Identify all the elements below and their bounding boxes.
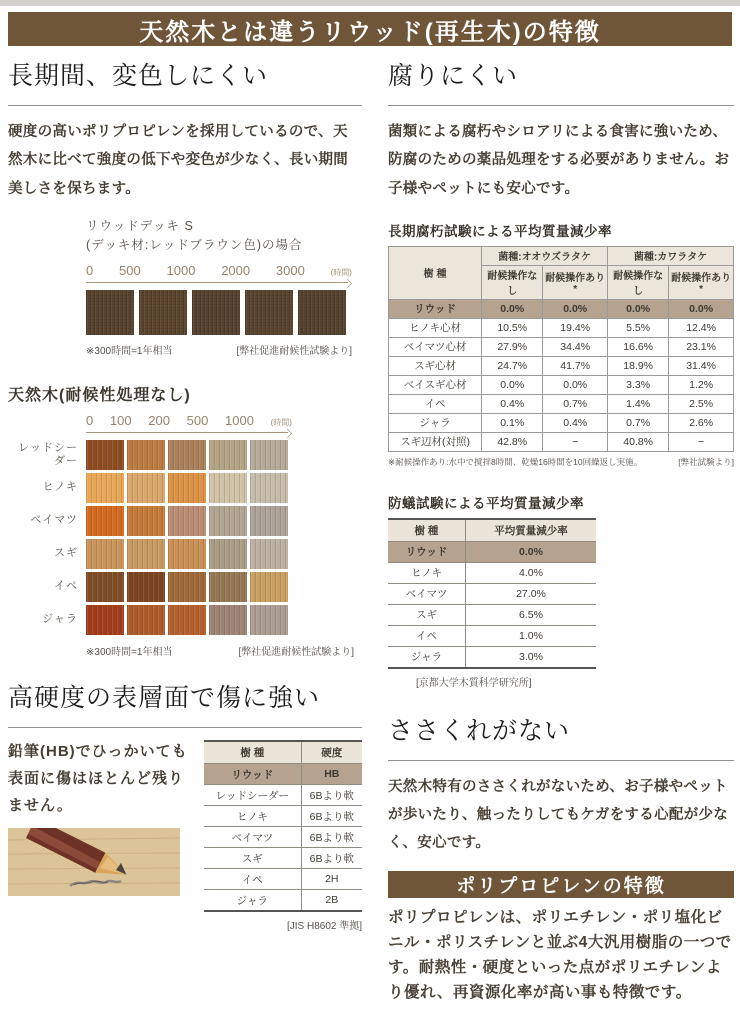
table-row <box>204 869 362 890</box>
wood-swatch <box>168 572 206 602</box>
table-cell: ベイマツ <box>405 588 448 601</box>
time-tick: 0 <box>86 263 94 279</box>
table-cell: 40.8% <box>608 432 669 451</box>
time-tick: 3000 <box>275 263 305 279</box>
table-cell: 34.4% <box>543 337 608 356</box>
wood-swatch <box>209 539 247 569</box>
rewood-time-scale <box>86 263 352 278</box>
decay-subheader: 耐候操作なし <box>608 265 669 299</box>
wood-grid-row <box>8 539 362 569</box>
table-row <box>388 541 596 562</box>
table-cell: 1.4% <box>608 394 669 413</box>
decay-header-fungus: 菌種:オオウズラタケ <box>482 246 608 265</box>
rewood-label: リウッドデッキ S (デッキ材:レッドブラウン色)の場合 <box>86 218 303 252</box>
decay-subheader: 耐候操作あり* <box>543 265 608 299</box>
decay-note-row <box>388 456 734 468</box>
wood-swatch <box>127 440 165 470</box>
fade-section-heading: 長期間、変色しにくい <box>8 63 269 90</box>
decay-note: ※耐候操作あり:水中で撹拌8時間、乾燥16時間を10回繰返し実施。 <box>388 456 643 467</box>
wood-swatch <box>209 473 247 503</box>
table-row <box>389 356 734 375</box>
table-cell: ジャラ <box>236 894 268 907</box>
decay-source: [弊社試験より] <box>678 456 734 467</box>
wood-swatch <box>168 473 206 503</box>
decay-subheader: 耐候操作なし <box>482 265 543 299</box>
heading-rule <box>8 727 362 728</box>
table-cell: レッドシーダー <box>215 789 289 802</box>
wood-swatch-cells <box>86 473 288 503</box>
table-cell: イペ <box>415 630 437 643</box>
time-unit: (時間) <box>330 268 352 278</box>
wood-swatch <box>86 440 124 470</box>
hardness-source: [JIS H8602 準拠] <box>286 921 362 933</box>
wood-species-label: スギ <box>54 547 78 560</box>
wood-grid-row <box>8 440 362 470</box>
decay-header-fungus: 菌種:カワラタケ <box>608 246 734 265</box>
heading-rule <box>388 105 734 106</box>
table-cell: 2.5% <box>669 394 734 413</box>
decay-table-title: 長期腐朽試験による平均質量減少率 <box>388 223 612 239</box>
wood-swatch <box>168 440 206 470</box>
wood-swatch <box>250 572 288 602</box>
table-row <box>204 890 362 912</box>
wood-swatch <box>86 539 124 569</box>
table-cell: 0.7% <box>608 413 669 432</box>
scratch-body: 鉛筆(HB)でひっかいても表面に傷はほとんど残りません。 <box>8 743 188 815</box>
table-cell: 16.6% <box>608 337 669 356</box>
wood-species-label: ジャラ <box>42 613 78 626</box>
table-cell: 0.7% <box>543 394 608 413</box>
time-tick: 100 <box>109 413 132 429</box>
rewood-swatch-row <box>86 290 352 335</box>
rewood-swatch <box>86 290 134 335</box>
table-row <box>389 318 734 337</box>
table-row <box>389 375 734 394</box>
table-cell: 6Bより軟 <box>301 827 362 848</box>
wood-swatch <box>127 572 165 602</box>
content-columns <box>0 46 740 1021</box>
table-cell: イペ <box>389 394 482 413</box>
table-cell: ヒノキ心材 <box>389 318 482 337</box>
rot-section-body: 菌類による腐朽やシロアリによる食害に強いため、防腐のための薬品処理をする必要がありません。お子様やペットにも安心です。 <box>388 124 730 197</box>
table-cell: 3.3% <box>608 375 669 394</box>
natural-wood-label: 天然木(耐候性処理なし) <box>8 387 191 405</box>
table-cell: 41.7% <box>543 356 608 375</box>
rewood-swatch <box>139 290 187 335</box>
arrow-head-icon <box>343 279 352 288</box>
wood-swatch <box>209 440 247 470</box>
main-title-banner <box>8 12 732 46</box>
table-cell: 12.4% <box>669 318 734 337</box>
rot-section-heading: 腐りにくい <box>388 63 519 90</box>
heading-rule <box>8 105 362 106</box>
wood-swatch <box>250 506 288 536</box>
table-cell: 4.0% <box>465 562 596 583</box>
time-tick: 200 <box>148 413 170 429</box>
table-row <box>204 785 362 806</box>
wood-grid-row <box>8 506 362 536</box>
wood-swatch <box>168 539 206 569</box>
time-tick: 1000 <box>166 263 196 279</box>
table-cell: 24.7% <box>482 356 543 375</box>
table-row <box>388 625 596 646</box>
pp-banner <box>388 871 734 898</box>
rewood-swatch <box>192 290 240 335</box>
wood-swatch-cells <box>86 605 288 635</box>
decay-subheader: 耐候操作あり* <box>669 265 734 299</box>
splinter-section-body: 天然木特有のささくれがないため、お子様やペットが歩いたり、触ったりしてもケガをする心配が少なく、安心です。 <box>388 778 729 852</box>
wood-swatch <box>86 473 124 503</box>
table-header-row <box>388 519 596 542</box>
hardness-table <box>204 740 362 912</box>
wood-swatch-cells <box>86 539 288 569</box>
table-cell: スギ辺材(対照) <box>389 432 482 451</box>
wood-grid-row <box>8 572 362 602</box>
table-cell: イペ <box>241 873 263 886</box>
rewood-swatch <box>298 290 346 335</box>
wood-species-label: レッドシーダー <box>18 441 78 468</box>
table-cell: 23.1% <box>669 337 734 356</box>
table-cell: 6Bより軟 <box>301 848 362 869</box>
table-row <box>204 764 362 785</box>
table-cell: 0.0% <box>669 299 734 318</box>
page-top-edge <box>0 0 740 6</box>
table-row <box>204 827 362 848</box>
table-cell: 0.0% <box>543 299 608 318</box>
table-cell: 5.5% <box>608 318 669 337</box>
table-cell: 0.4% <box>543 413 608 432</box>
wood-swatch <box>86 605 124 635</box>
wood-swatch <box>250 605 288 635</box>
table-cell: 27.0% <box>465 583 596 604</box>
pp-body: ポリプロピレンは、ポリエチレン・ポリ塩化ビニル・ポリスチレンと並ぶ4大汎用樹脂の一つです。耐熱性・硬度といった点がポリエチレンより優れ、再資源化率が高い事も特徴です。 <box>388 908 732 1001</box>
decay-header-tree: 樹 種 <box>389 246 482 299</box>
natural-wood-grid <box>8 440 362 635</box>
wood-species-label: ヒノキ <box>42 481 78 494</box>
table-cell: スギ <box>415 609 437 622</box>
table-cell: 2B <box>301 890 362 912</box>
wood-swatch <box>250 473 288 503</box>
table-row <box>388 562 596 583</box>
wood-swatch <box>209 572 247 602</box>
table-cell: ベイマツ心材 <box>389 337 482 356</box>
table-header-cell: 硬度 <box>301 741 362 764</box>
natural-note-row <box>86 643 354 658</box>
time-arrow <box>86 279 352 287</box>
right-column <box>388 46 734 1021</box>
table-cell: 6Bより軟 <box>301 806 362 827</box>
natural-source: [弊社促進耐候性試験より] <box>238 647 354 659</box>
table-cell: ジャラ <box>410 651 443 664</box>
scratch-section-heading: 高硬度の表層面で傷に強い <box>8 685 321 713</box>
table-cell: スギ <box>241 852 263 865</box>
table-cell: 0.0% <box>608 299 669 318</box>
table-cell: スギ心材 <box>389 356 482 375</box>
scratch-section <box>8 678 362 932</box>
rewood-swatch <box>245 290 293 335</box>
table-row <box>204 806 362 827</box>
table-row <box>388 583 596 604</box>
wood-swatch <box>86 506 124 536</box>
heading-rule <box>388 760 734 761</box>
wood-swatch <box>127 473 165 503</box>
table-row <box>389 394 734 413</box>
wood-swatch-cells <box>86 506 288 536</box>
table-row <box>389 337 734 356</box>
time-tick: 0 <box>86 413 94 429</box>
table-cell: ジャラ <box>389 413 482 432</box>
table-cell: 0.0% <box>543 375 608 394</box>
table-cell: 18.9% <box>608 356 669 375</box>
rewood-source: [弊社促進耐候性試験より] <box>236 346 352 358</box>
table-row <box>389 432 734 451</box>
table-cell: 19.4% <box>543 318 608 337</box>
table-cell: 0.1% <box>482 413 543 432</box>
table-cell: 31.4% <box>669 356 734 375</box>
splinter-section-heading: ささくれがない <box>388 717 571 745</box>
table-cell: 2H <box>301 869 362 890</box>
table-row <box>388 604 596 625</box>
table-cell: − <box>543 432 608 451</box>
table-cell: 10.5% <box>482 318 543 337</box>
table-cell: 0.4% <box>482 394 543 413</box>
table-cell: 6.5% <box>465 604 596 625</box>
wood-grid-row <box>8 473 362 503</box>
table-cell: 0.0% <box>465 541 596 562</box>
wood-species-label: イペ <box>54 580 78 593</box>
table-cell: HB <box>301 764 362 785</box>
table-header-cell: 平均質量減少率 <box>465 519 596 542</box>
rewood-note-row <box>86 342 352 357</box>
table-cell: リウッド <box>389 299 482 318</box>
wood-swatch <box>127 605 165 635</box>
decay-table <box>388 246 734 452</box>
table-cell: 2.6% <box>669 413 734 432</box>
fade-section-body: 硬度の高いポリプロピレンを採用しているので、天然木に比べて強度の低下や変色が少なく、長い期間美しさを保ちます。 <box>8 124 349 197</box>
table-cell: 1.2% <box>669 375 734 394</box>
termite-source: [京都大学木質科学研究所] <box>416 677 532 689</box>
table-row <box>389 413 734 432</box>
decay-header-row-1 <box>389 246 734 265</box>
table-cell: リウッド <box>204 764 301 785</box>
wood-swatch <box>127 506 165 536</box>
table-cell: 0.0% <box>482 299 543 318</box>
table-cell: ベイスギ心材 <box>389 375 482 394</box>
scratch-text-block <box>8 738 188 932</box>
pp-banner-title: ポリプロピレンの特徴 <box>456 875 666 897</box>
time-tick: 1000 <box>225 413 254 429</box>
table-cell: ヒノキ <box>410 567 442 580</box>
termite-table <box>388 518 596 669</box>
time-tick: 2000 <box>221 263 251 279</box>
time-arrow <box>86 429 292 437</box>
wood-swatch-cells <box>86 572 288 602</box>
table-cell: 0.0% <box>482 375 543 394</box>
arrow-head-icon <box>283 429 292 438</box>
table-row <box>388 646 596 668</box>
wood-swatch <box>209 605 247 635</box>
table-cell: 6Bより軟 <box>301 785 362 806</box>
wood-swatch <box>168 506 206 536</box>
time-tick: 500 <box>119 263 141 279</box>
left-column <box>8 46 362 1021</box>
natural-wood-fade-chart <box>8 382 362 658</box>
table-header-row <box>204 741 362 764</box>
table-cell: ヒノキ <box>236 810 268 823</box>
rewood-fade-chart <box>86 217 352 358</box>
hardness-table-block <box>204 738 362 932</box>
table-cell: 27.9% <box>482 337 543 356</box>
termite-table-title: 防蟻試験による平均質量減少率 <box>388 495 584 511</box>
table-header-cell: 樹 種 <box>204 741 301 764</box>
time-unit: (時間) <box>270 418 292 428</box>
rewood-note: ※300時間=1年相当 <box>86 346 173 358</box>
wood-swatch <box>127 539 165 569</box>
wood-species-label: ベイマツ <box>30 514 78 527</box>
pencil-photo <box>8 828 180 896</box>
wood-swatch-cells <box>86 440 288 470</box>
table-cell: − <box>669 432 734 451</box>
wood-swatch <box>86 572 124 602</box>
wood-swatch <box>209 506 247 536</box>
table-cell: リウッド <box>388 541 465 562</box>
table-row <box>204 848 362 869</box>
natural-time-scale <box>86 413 292 428</box>
wood-swatch <box>250 539 288 569</box>
main-title: 天然木とは違うリウッド(再生木)の特徴 <box>139 18 601 46</box>
natural-note: ※300時間=1年相当 <box>86 647 173 659</box>
wood-swatch <box>250 440 288 470</box>
time-tick: 500 <box>186 413 209 429</box>
table-cell: 1.0% <box>465 625 596 646</box>
table-header-cell: 樹 種 <box>388 519 465 542</box>
table-cell: 3.0% <box>465 646 596 668</box>
table-cell: 42.8% <box>482 432 543 451</box>
wood-grid-row <box>8 605 362 635</box>
wood-swatch <box>168 605 206 635</box>
table-cell: ベイマツ <box>231 831 274 844</box>
table-row <box>389 299 734 318</box>
